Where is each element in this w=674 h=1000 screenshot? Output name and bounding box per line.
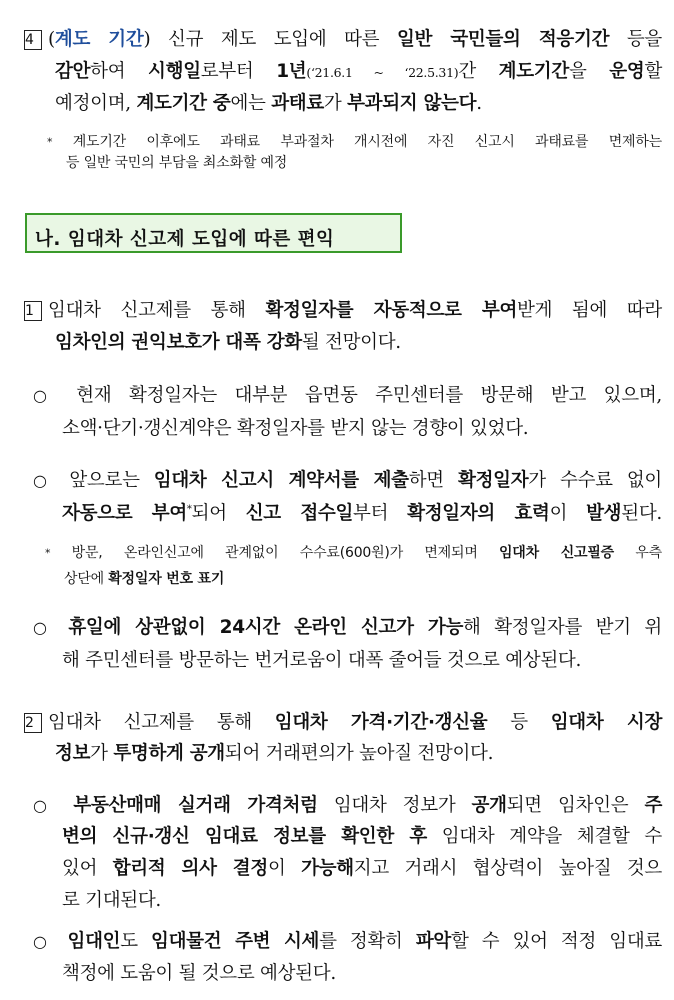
bullet-line: 자동으로 부여*되어 신고 접수일부터 확정일자의 효력이 발생된다. — [62, 503, 662, 524]
paragraph-line: 임차인의 권익보호가 대폭 강화될 전망이다. — [55, 332, 401, 353]
number-box: 4 — [24, 30, 42, 50]
bullet-mark: ○ — [33, 471, 56, 490]
footnote-line: 등 일반 국민의 부담을 최소화할 예정 — [66, 155, 288, 171]
bullet-line: 해 주민센터를 방문하는 번거로움이 대폭 줄어들 것으로 예상된다. — [62, 650, 582, 671]
bullet-mark: ○ — [33, 386, 59, 405]
bullet-line: ○ 임대인도 임대물건 주변 시세를 정확히 파악할 수 있어 적정 임대료 — [33, 931, 662, 952]
bullet-mark: ○ — [33, 796, 58, 815]
number-box: 1 — [24, 301, 42, 321]
bullet-line: 소액·단기·갱신계약은 확정일자를 받지 않는 경향이 있었다. — [62, 418, 529, 439]
paragraph-line: 1 임대차 신고제를 통해 확정일자를 자동적으로 부여받게 됨에 따라 — [25, 300, 662, 321]
paragraph-line: 정보가 투명하게 공개되어 거래편의가 높아질 전망이다. — [55, 743, 494, 764]
section-heading-box — [25, 213, 402, 253]
bullet-line: ○ 부동산매매 실거래 가격처럼 임대차 정보가 공개되면 임차인은 주 — [33, 795, 663, 816]
paragraph-line: 4 (계도 기간) 신규 제도 도입에 따른 일반 국민들의 적응기간 등을 — [25, 29, 662, 50]
bullet-mark: ○ — [33, 618, 55, 637]
bullet-line: 책정에 도움이 될 것으로 예상된다. — [62, 963, 336, 984]
bullet-line: 있어 합리적 의사 결정이 가능해지고 거래시 협상력이 높아질 것으 — [62, 858, 662, 879]
number-box: 2 — [24, 713, 42, 733]
footnote-line: * 방문, 온라인신고에 관계없이 수수료(600원)가 면제되며 임대차 신고필증 우측 — [45, 545, 662, 561]
bullet-line: 변의 신규·갱신 임대료 정보를 확인한 후 임대차 계약을 체결할 수 — [62, 826, 662, 847]
footnote-line: 상단에 확정일자 번호 표기 — [64, 571, 225, 587]
paragraph-line: 2 임대차 신고제를 통해 임대차 가격·기간·갱신율 등 임대차 시장 — [25, 712, 663, 733]
bullet-line: ○ 휴일에 상관없이 24시간 온라인 신고가 가능해 확정일자를 받기 위 — [33, 617, 662, 638]
bullet-line: 로 기대된다. — [62, 890, 162, 911]
bullet-line: ○ 현재 확정일자는 대부분 읍면동 주민센터를 방문해 받고 있으며, — [33, 385, 662, 406]
paragraph-line: 감안하여 시행일로부터 1년(‘21.6.1 ~ ‘22.5.31)간 계도기간을 운영할 — [55, 61, 663, 82]
bullet-mark: ○ — [33, 932, 55, 951]
footnote-line: * 계도기간 이후에도 과태료 부과절차 개시전에 자진 신고시 과태료를 면제하는 — [47, 134, 662, 150]
section-heading: 나. 임대차 신고제 도입에 따른 편익 — [35, 229, 335, 250]
paragraph-line: 예정이며, 계도기간 중에는 과태료가 부과되지 않는다. — [55, 93, 482, 114]
bullet-line: ○ 앞으로는 임대차 신고시 계약서를 제출하면 확정일자가 수수료 없이 — [33, 470, 662, 491]
